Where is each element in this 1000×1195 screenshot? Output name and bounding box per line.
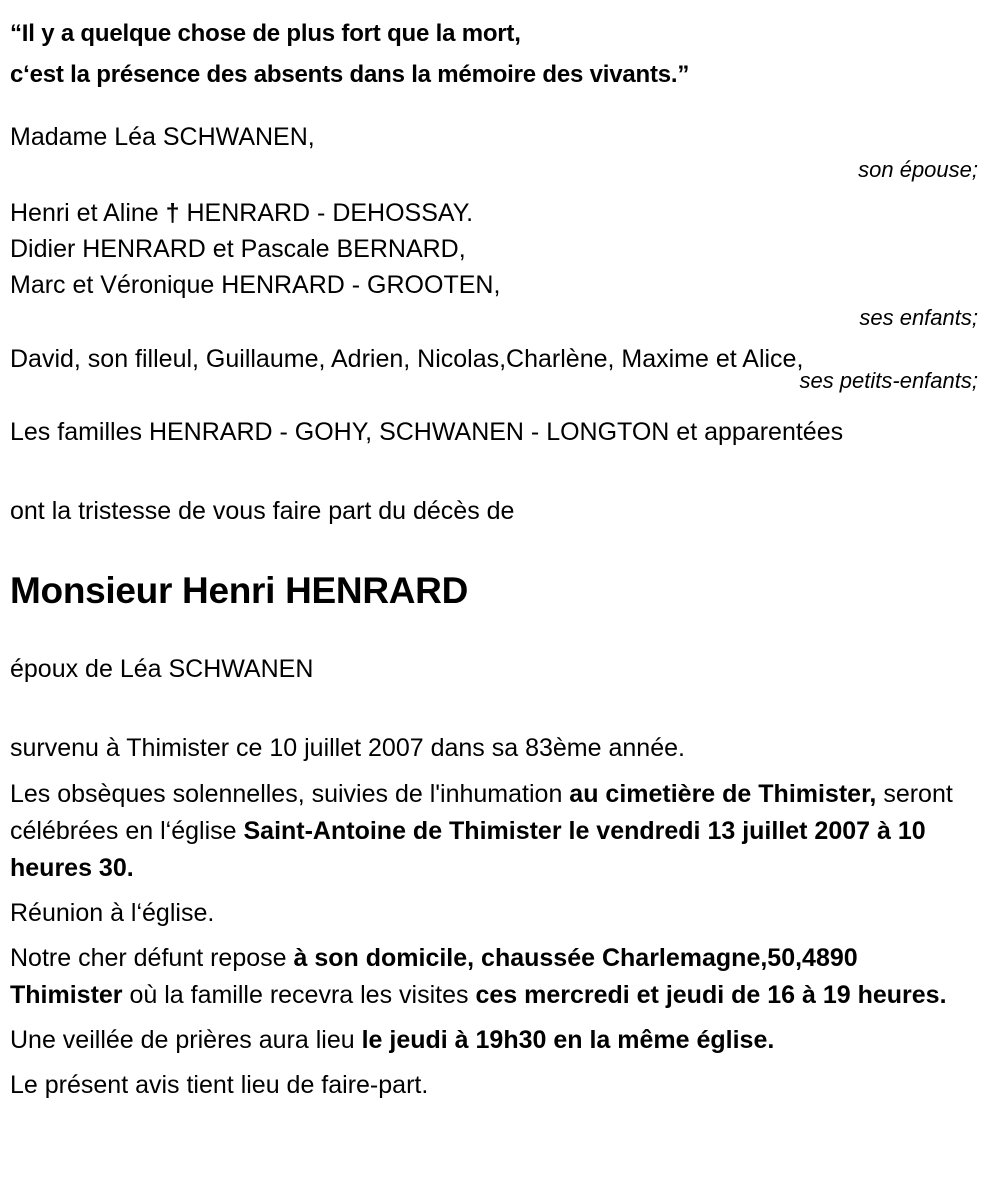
funeral-seg-1: Les obsèques solennelles, suivies de l'inhumation	[10, 780, 570, 808]
quote-line-2: c‘est la présence des absents dans la mémoire des vivants.”	[10, 61, 690, 88]
spacer	[10, 333, 988, 343]
funeral-seg-3: seront célébrées en l‘église	[10, 780, 960, 845]
visitation-seg-3: où la famille recevra les visites	[122, 981, 476, 1009]
relation-label-spouse: son épouse;	[858, 157, 978, 182]
relation-label-grandchildren: ses petits-enfants;	[799, 368, 978, 393]
gathering-paragraph: Réunion à l‘église.	[10, 899, 215, 927]
visitation-paragraph	[10, 940, 970, 1014]
grandchildren-line: David, son filleul, Guillaume, Adrien, Nicolas,Charlène, Maxime et Alice,	[10, 345, 804, 373]
announcement-intro: ont la tristesse de vous faire part du décès de	[10, 497, 515, 525]
spouse-name-line: Madame Léa SCHWANEN,	[10, 123, 315, 151]
survivors-section	[10, 95, 988, 450]
relation-label-children: ses enfants;	[859, 305, 978, 330]
vigil-seg-2-bold: le jeudi à 19h30 en la même église.	[361, 1026, 775, 1054]
child-line-1	[10, 195, 988, 231]
funeral-seg-2-bold: au cimetière de Thimister,	[569, 780, 877, 808]
spacer	[10, 394, 988, 414]
quote-line-1: “Il y a quelque chose de plus fort que la mort,	[10, 20, 521, 47]
related-families-line: Les familles HENRARD - GOHY, SCHWANEN - LONGTON et apparentées	[10, 418, 844, 446]
deceased-spouse-of: époux de Léa SCHWANEN	[10, 655, 314, 683]
opening-quote	[10, 0, 988, 95]
funeral-details-paragraph	[10, 776, 970, 887]
visitation-seg-2-bold: à son domicile, chaussée Charlemagne,50,4890 Thimister	[10, 944, 865, 1009]
vigil-paragraph	[10, 1022, 970, 1059]
deceased-name-heading: Monsieur Henri HENRARD	[10, 570, 468, 611]
child-1-before-cross: Henri et Aline	[10, 199, 166, 227]
arrangements-section	[10, 686, 988, 1104]
visitation-seg-1: Notre cher défunt repose	[10, 944, 294, 972]
closing-paragraph: Le présent avis tient lieu de faire-part.	[10, 1071, 429, 1099]
death-details-paragraph: survenu à Thimister ce 10 juillet 2007 dans sa 83ème année.	[10, 734, 685, 762]
visitation-seg-4-bold: ces mercredi et jeudi de 16 à 19 heures.	[475, 981, 947, 1009]
vigil-seg-1: Une veillée de prières aura lieu	[10, 1026, 362, 1054]
cross-icon: †	[165, 199, 180, 227]
child-line-3: Marc et Véronique HENRARD - GROOTEN,	[10, 271, 501, 299]
child-1-after-cross: HENRARD - DEHOSSAY.	[179, 199, 474, 227]
spacer	[10, 185, 988, 195]
funeral-seg-4-bold: Saint-Antoine de Thimister le vendredi 13 juillet 2007 à 10 heures 30.	[10, 817, 933, 882]
child-line-2: Didier HENRARD et Pascale BERNARD,	[10, 235, 466, 263]
